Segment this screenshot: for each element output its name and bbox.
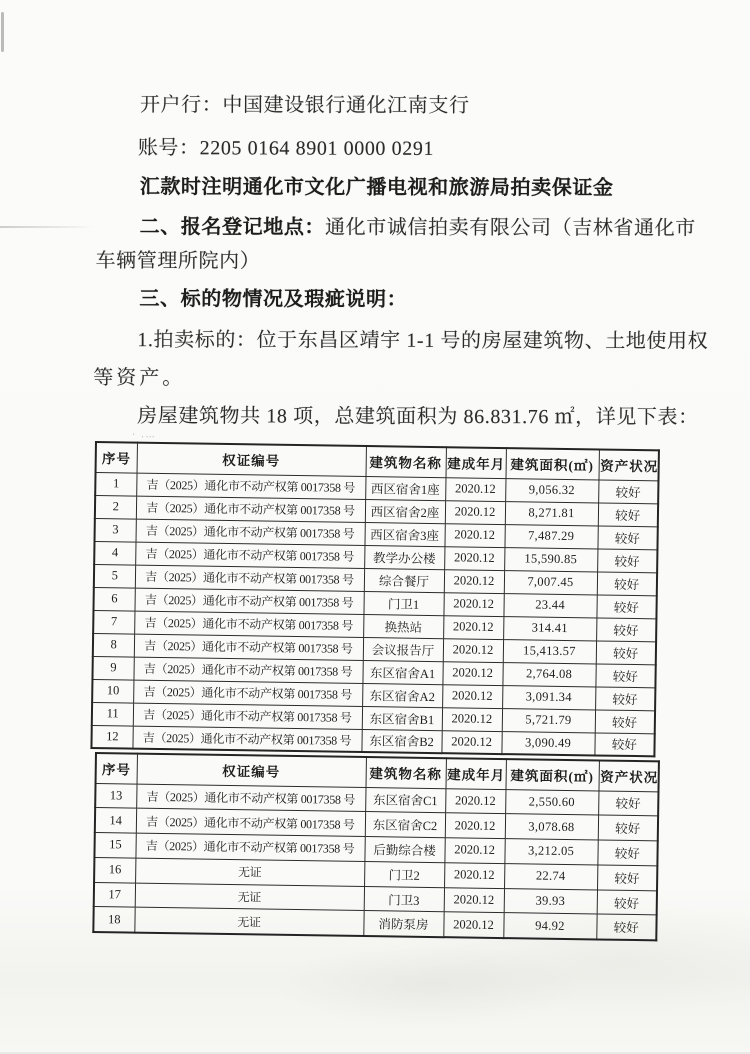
table-cell: 吉（2025）通化市不动产权第 0017358 号 [133, 703, 362, 729]
registration-section-label: 二、报名登记地点： [139, 216, 326, 239]
table-cell: 2020.12 [444, 569, 504, 593]
table-cell: 吉（2025）通化市不动产权第 0017358 号 [134, 588, 363, 614]
buildings-table-1 [90, 441, 660, 757]
table-cell: 较好 [597, 865, 657, 891]
table-cell: 较好 [597, 525, 657, 549]
table-cell: 2020.12 [441, 730, 501, 754]
column-header: 建筑物名称 [366, 446, 446, 477]
table-cell: 东区宿舍C1 [365, 787, 445, 813]
column-header: 建筑面积(㎡) [505, 759, 598, 790]
table-cell: 较好 [597, 840, 657, 866]
table-cell: 东区宿舍B2 [361, 729, 441, 753]
table-cell: 较好 [598, 815, 658, 841]
table-cell: 换热站 [363, 614, 443, 638]
table-cell: 13 [95, 783, 136, 808]
table-cell: 较好 [596, 914, 656, 940]
table-cell: 2020.12 [442, 661, 502, 685]
table-cell: 8 [93, 633, 134, 657]
table-cell: 2020.12 [445, 788, 505, 814]
table-cell: 消防泵房 [363, 911, 443, 937]
table-cell: 94.92 [503, 913, 596, 939]
column-header: 序号 [96, 753, 137, 784]
table-cell: 7,007.45 [504, 570, 597, 594]
table-cell: 东区宿舍A2 [362, 683, 442, 707]
table-cell: 3,090.49 [501, 731, 594, 755]
table-cell: 会议报告厅 [363, 637, 443, 661]
table-cell: 2020.12 [443, 912, 503, 938]
table-cell: 无证 [135, 858, 364, 886]
column-header: 建成年月 [446, 447, 506, 478]
table-cell: 2020.12 [444, 546, 504, 570]
table-cell: 5 [94, 564, 135, 588]
subject-section-heading: 三、标的物情况及瑕疵说明： [139, 288, 408, 311]
table-cell: 39.93 [504, 888, 597, 914]
column-header: 资产状况 [598, 449, 658, 480]
table-cell: 教学办公楼 [364, 545, 444, 569]
table-cell: 2,550.60 [505, 789, 598, 815]
table-cell: 9,056.32 [505, 478, 598, 502]
table-cell: 无证 [134, 908, 363, 936]
table-cell: 门卫2 [364, 861, 444, 887]
column-header: 资产状况 [598, 760, 658, 791]
table-cell: 吉（2025）通化市不动产权第 0017358 号 [132, 726, 361, 752]
ink-smudge-artifact: · .… [132, 429, 157, 440]
auction-subject-wrap-line: 等资产。 [93, 366, 186, 390]
table-cell: 门卫3 [364, 886, 444, 912]
table-cell: 东区宿舍B1 [362, 706, 442, 730]
table-cell: 较好 [594, 732, 654, 756]
table-cell: 3,078.68 [505, 814, 598, 840]
remittance-note-line: 汇款时注明通化市文化广播电视和旅游局拍卖保证金 [139, 176, 614, 200]
table-cell: 6 [93, 587, 134, 611]
table-cell: 吉（2025）通化市不动产权第 0017358 号 [136, 784, 365, 812]
table-cell: 吉（2025）通化市不动产权第 0017358 号 [136, 473, 365, 499]
buildings-summary-line: 房屋建筑物共 18 项，总建筑面积为 86.831.76 ㎡，详见下表： [137, 405, 699, 429]
table-cell: 15,590.85 [504, 547, 597, 571]
table-cell: 无证 [135, 883, 364, 911]
table-cell: 2020.12 [444, 887, 504, 913]
table-cell: 较好 [597, 571, 657, 595]
table-cell: 2020.12 [443, 592, 503, 616]
column-header: 建筑面积(㎡) [505, 448, 598, 479]
column-header: 建筑物名称 [366, 757, 446, 788]
table-cell: 门卫1 [363, 591, 443, 615]
registration-location-wrap-line: 车辆管理所院内） [95, 249, 261, 273]
table-cell: 较好 [597, 548, 657, 572]
table-cell: 2020.12 [445, 813, 505, 839]
table-cell: 7 [93, 610, 134, 634]
table-cell: 15 [94, 833, 135, 858]
registration-location-text: 通化市诚信拍卖有限公司（吉林省通化市 [325, 216, 696, 240]
table-cell: 10 [92, 679, 133, 703]
column-header: 建成年月 [446, 758, 506, 789]
table-cell: 吉（2025）通化市不动产权第 0017358 号 [134, 611, 363, 637]
account-number-line: 账号：2205 0164 8901 0000 0291 [137, 137, 435, 160]
table-cell: 17 [94, 882, 135, 907]
registration-location-line [140, 215, 696, 240]
table-cell: 较好 [595, 709, 655, 733]
table-cell: 吉（2025）通化市不动产权第 0017358 号 [133, 680, 362, 706]
table-cell: 较好 [597, 890, 657, 916]
table-cell: 2020.12 [442, 684, 502, 708]
auction-subject-line: 1.拍卖标的：位于东昌区靖宇 1-1 号的房屋建筑物、土地使用权 [137, 329, 709, 353]
table-cell: 吉（2025）通化市不动产权第 0017358 号 [136, 519, 365, 545]
table-cell: 东区宿舍A1 [362, 660, 442, 684]
table-cell: 吉（2025）通化市不动产权第 0017358 号 [135, 565, 364, 591]
table-cell: 5,721.79 [502, 708, 595, 732]
table-cell: 2,764.08 [502, 662, 595, 686]
table-cell: 314.41 [503, 616, 596, 640]
table-cell: 吉（2025）通化市不动产权第 0017358 号 [136, 496, 365, 522]
table-cell: 23.44 [503, 593, 596, 617]
table-cell: 2020.12 [444, 523, 504, 547]
table-cell: 12 [91, 725, 132, 749]
table-cell: 吉（2025）通化市不动产权第 0017358 号 [134, 634, 363, 660]
table-cell: 15,413.57 [503, 639, 596, 663]
table-cell: 22.74 [504, 863, 597, 889]
table-cell: 3,212.05 [504, 839, 597, 865]
buildings-table-2 [92, 752, 660, 941]
table-cell: 2020.12 [443, 615, 503, 639]
table-cell: 吉（2025）通化市不动产权第 0017358 号 [135, 542, 364, 568]
table-cell: 3,091.34 [502, 685, 595, 709]
table-cell: 吉（2025）通化市不动产权第 0017358 号 [136, 808, 365, 836]
table-cell: 14 [95, 808, 136, 833]
table-cell: 2020.12 [445, 500, 505, 524]
table-cell: 1 [95, 472, 136, 496]
table-cell: 3 [95, 518, 136, 542]
table-cell: 较好 [596, 617, 656, 641]
table-cell: 2 [95, 495, 136, 519]
table-cell: 较好 [595, 663, 655, 687]
table-cell: 2020.12 [445, 477, 505, 501]
table-cell: 11 [92, 702, 133, 726]
table-cell: 16 [94, 857, 135, 882]
table-cell: 西区宿舍1座 [365, 476, 445, 500]
table-cell: 较好 [598, 479, 658, 503]
table-cell: 较好 [598, 790, 658, 816]
table-cell: 吉（2025）通化市不动产权第 0017358 号 [135, 833, 364, 861]
table-cell: 2020.12 [444, 863, 504, 889]
column-header: 权证编号 [137, 443, 366, 476]
table-cell: 18 [93, 907, 134, 932]
table-cell: 后勤综合楼 [364, 837, 444, 863]
column-header: 序号 [96, 442, 137, 473]
table-cell: 吉（2025）通化市不动产权第 0017358 号 [133, 657, 362, 683]
table-cell: 4 [94, 541, 135, 565]
table-cell: 7,487.29 [504, 524, 597, 548]
table-cell: 西区宿舍3座 [364, 522, 444, 546]
table-cell: 西区宿舍2座 [365, 499, 445, 523]
table-cell: 9 [92, 656, 133, 680]
table-cell: 2020.12 [444, 838, 504, 864]
bank-line: 开户行：中国建设银行通化江南支行 [139, 94, 470, 117]
table-cell: 较好 [596, 640, 656, 664]
column-header: 权证编号 [137, 754, 366, 787]
table-cell: 综合餐厅 [364, 568, 444, 592]
table-cell: 2020.12 [442, 707, 502, 731]
table-cell: 东区宿舍C2 [365, 812, 445, 838]
table-cell: 较好 [598, 502, 658, 526]
table-cell: 8,271.81 [505, 501, 598, 525]
table-cell: 较好 [596, 594, 656, 618]
table-cell: 较好 [595, 686, 655, 710]
table-cell: 2020.12 [443, 638, 503, 662]
